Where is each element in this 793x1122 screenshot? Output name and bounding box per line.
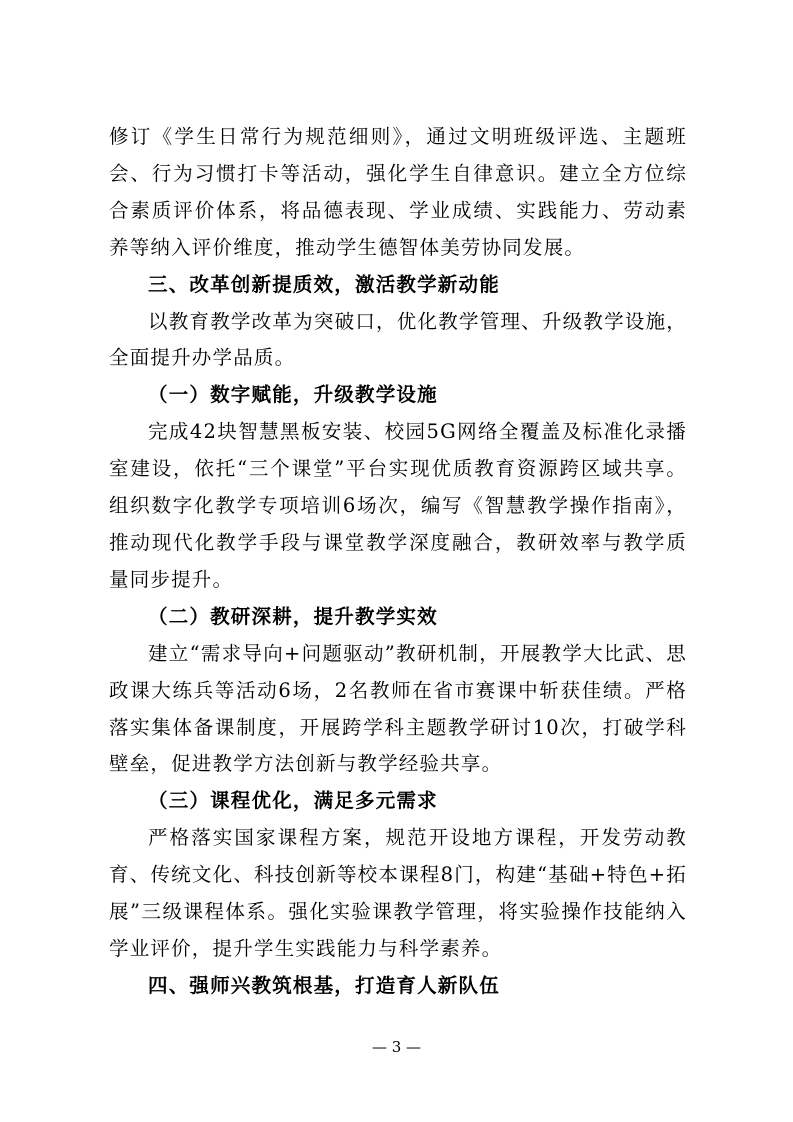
paragraph-curriculum-optimization: 严格落实国家课程方案，规范开设地方课程，开发劳动教育、传统文化、科技创新等校本课程8门，构建“基础+特色+拓展”三级课程体系。强化实验课教学管理，将实验操作技能纳入学业评价，提升学生实践能力与科学素养。: [109, 826, 687, 960]
section-heading-teacher-team: 四、强师兴教筑根基，打造育人新队伍: [148, 973, 500, 997]
subheading-teaching-research: （二）教研深耕，提升教学实效: [148, 604, 438, 628]
paragraph-reform-intro: 以教育教学改革为突破口，优化教学管理、升级教学设施，全面提升办学品质。: [109, 309, 687, 370]
document-body: [109, 119, 687, 1005]
section-heading-reform: 三、改革创新提质效，激活教学新动能: [148, 272, 500, 296]
paragraph-behavior-evaluation: 修订《学生日常行为规范细则》，通过文明班级评选、主题班会、行为习惯打卡等活动，强化学生自律意识。建立全方位综合素质评价体系，将品德表现、学业成绩、实践能力、劳动素养等纳入评价维度，推动学生德智体美劳协同发展。: [109, 125, 687, 259]
subheading-digital-empowerment: （一）数字赋能，升级教学设施: [148, 383, 438, 407]
subheading-curriculum-optimization: （三）课程优化，满足多元需求: [148, 789, 438, 813]
paragraph-digital-empowerment: 完成42块智慧黑板安装、校园5G网络全覆盖及标准化录播室建设，依托“三个课堂”平台实现优质教育资源跨区域共享。组织数字化教学专项培训6场次，编写《智慧教学操作指南》，推动现代化教学手段与课堂教学深度融合，教研效率与教学质量同步提升。: [109, 420, 687, 591]
page-number: — 3 —: [371, 1038, 422, 1056]
paragraph-teaching-research: 建立“需求导向+问题驱动”教研机制，开展教学大比武、思政课大练兵等活动6场，2名教师在省市赛课中斩获佳绩。严格落实集体备课制度，开展跨学科主题教学研讨10次，打破学科壁垒，促进教学方法创新与教学经验共享。: [109, 641, 687, 776]
